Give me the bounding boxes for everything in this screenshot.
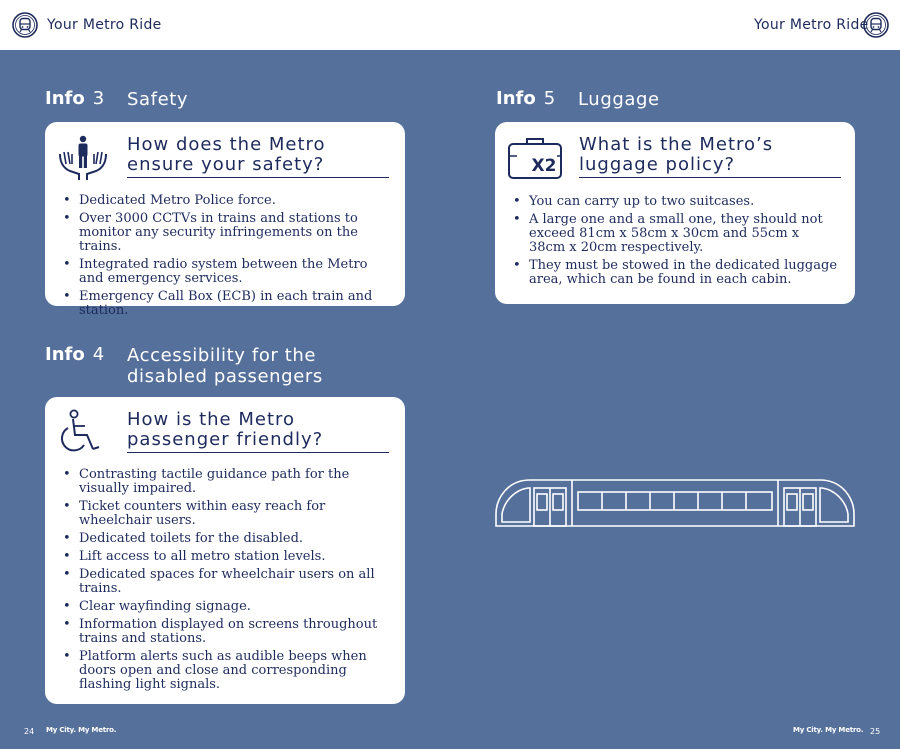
safety-bullet-list bbox=[59, 194, 389, 322]
list-item: • Information displayed on screens throughout trains and stations. bbox=[59, 618, 389, 646]
header-bar bbox=[0, 0, 900, 50]
list-item: • Ticket counters within easy reach for wheelchair users. bbox=[59, 500, 389, 528]
list-item: • A large one and a small one, they should not exceed 81cm x 58cm x 30cm and 55cm x 38cm x 20cm respectively. bbox=[509, 213, 839, 255]
list-item: • Dedicated Metro Police force. bbox=[59, 194, 389, 208]
hands-protect-person-icon bbox=[57, 134, 109, 182]
list-item: • They must be stowed in the dedicated luggage area, which can be found in each cabin. bbox=[509, 259, 839, 287]
list-item: • You can carry up to two suitcases. bbox=[509, 195, 839, 209]
metro-train-icon bbox=[494, 478, 856, 530]
info-label-safety bbox=[45, 88, 104, 109]
list-item: • Platform alerts such as audible beeps when doors open and close and corresponding flashing light signals. bbox=[59, 650, 389, 692]
luggage-card bbox=[495, 122, 855, 304]
brand-title-left: Your Metro Ride bbox=[47, 17, 162, 33]
section-title-luggage: Luggage bbox=[578, 89, 660, 110]
page-number-right: 25 bbox=[870, 727, 881, 736]
accessibility-bullet-list bbox=[59, 468, 389, 696]
info-label-luggage bbox=[496, 88, 555, 109]
info-number: 4 bbox=[92, 344, 105, 365]
list-item: • Contrasting tactile guidance path for the visually impaired. bbox=[59, 468, 389, 496]
section-title-accessibility: Accessibility for the disabled passengers bbox=[127, 345, 323, 387]
luggage-bullet-list bbox=[509, 195, 839, 291]
list-item: • Over 3000 CCTVs in trains and stations to monitor any security infringements on the trains. bbox=[59, 212, 389, 254]
card-question-luggage: What is the Metro’s luggage policy? bbox=[579, 135, 841, 178]
safety-card bbox=[45, 122, 405, 318]
section-title-safety: Safety bbox=[127, 89, 189, 110]
info-word: Info bbox=[45, 88, 85, 109]
metro-logo-icon bbox=[12, 12, 38, 38]
list-item: • Integrated radio system between the Metro and emergency services. bbox=[59, 258, 389, 286]
suitcase-x2-label: X2 bbox=[531, 156, 557, 176]
info-number: 5 bbox=[543, 88, 556, 109]
info-number: 3 bbox=[92, 88, 105, 109]
footer-tagline-right: My City. My Metro. bbox=[793, 726, 864, 734]
info-label-accessibility bbox=[45, 344, 104, 365]
metro-logo-icon bbox=[863, 12, 889, 38]
suitcase-x2-icon bbox=[507, 136, 563, 180]
card-question-accessibility: How is the Metro passenger friendly? bbox=[127, 410, 389, 453]
list-item: • Lift access to all metro station levels. bbox=[59, 550, 389, 564]
accessibility-card bbox=[45, 397, 405, 704]
info-word: Info bbox=[496, 88, 536, 109]
list-item: • Clear wayfinding signage. bbox=[59, 600, 389, 614]
list-item: • Dedicated spaces for wheelchair users on all trains. bbox=[59, 568, 389, 596]
wheelchair-icon bbox=[57, 409, 103, 455]
footer-tagline-left: My City. My Metro. bbox=[46, 726, 117, 734]
list-item: • Emergency Call Box (ECB) in each train and station. bbox=[59, 290, 389, 318]
info-word: Info bbox=[45, 344, 85, 365]
list-item: • Dedicated toilets for the disabled. bbox=[59, 532, 389, 546]
page-number-left: 24 bbox=[24, 727, 35, 736]
card-question-safety: How does the Metro ensure your safety? bbox=[127, 135, 389, 178]
brand-title-right: Your Metro Ride bbox=[754, 17, 869, 33]
